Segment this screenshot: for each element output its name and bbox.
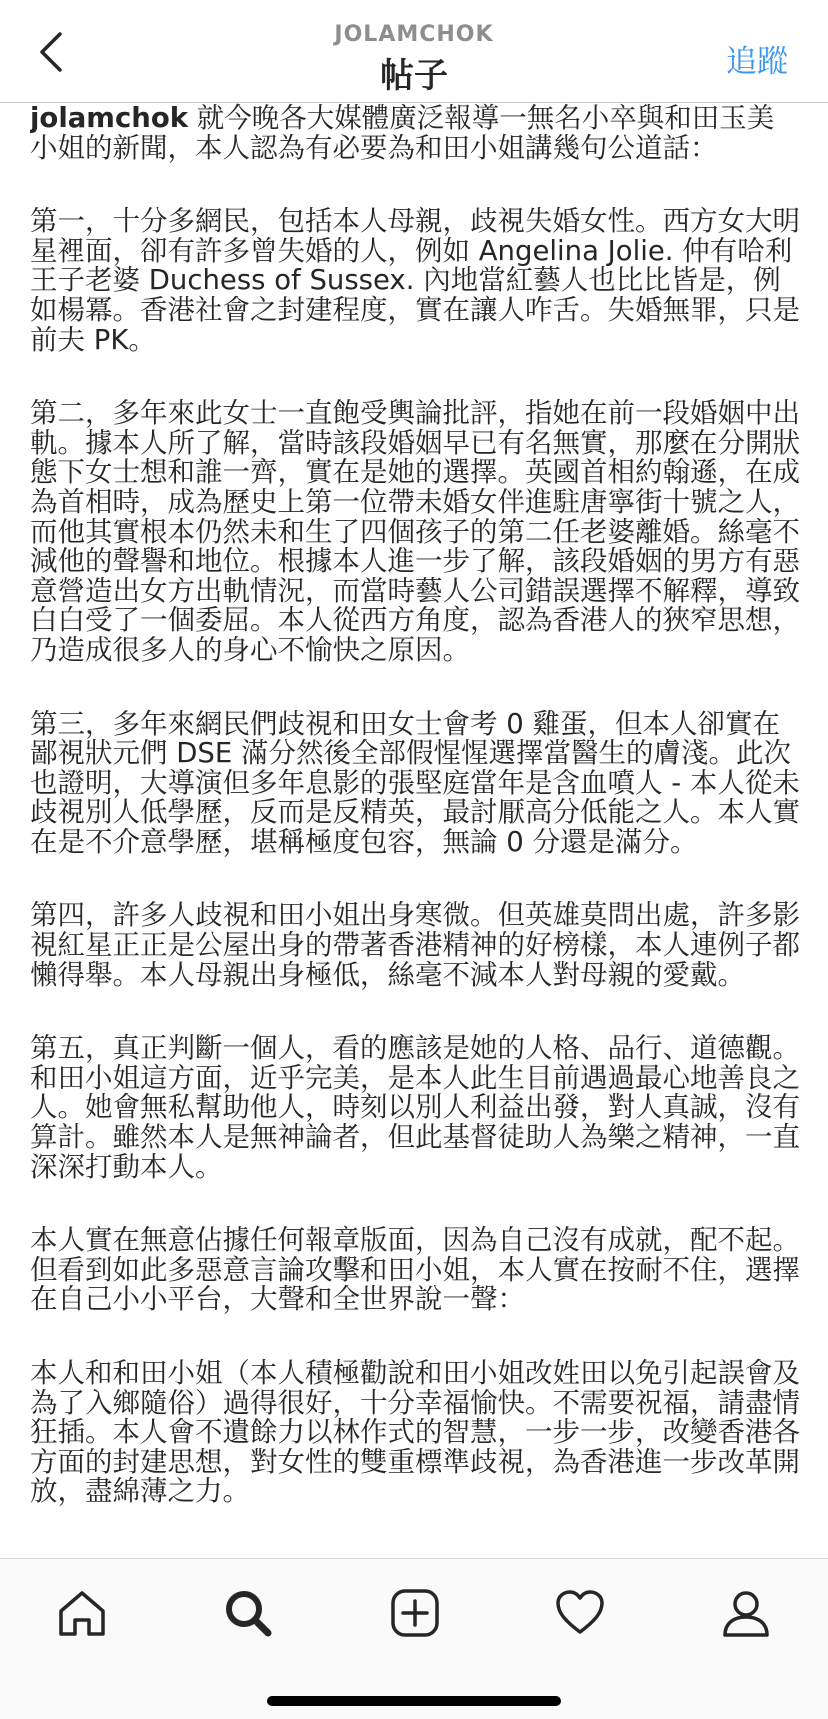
page-title: 帖子 — [380, 56, 448, 96]
home-icon — [56, 1587, 108, 1639]
header-username: JOLAMCHOK — [334, 22, 494, 47]
search-icon — [222, 1587, 274, 1639]
caption-intro — [30, 104, 800, 163]
follow-button[interactable]: 追蹤 — [726, 44, 788, 80]
plus-square-icon — [389, 1587, 441, 1639]
nav-header — [0, 0, 828, 103]
tab-new-post[interactable] — [380, 1583, 450, 1643]
caption-paragraph: 第三，多年來網民們歧視和田女士會考 0 雞蛋，但本人卻實在鄙視狀元們 DSE 滿分然後全部假惺惺選擇當醫生的膚淺。此次也證明，大導演但多年息影的張堅庭當年是含血噴人 - 本人從未歧視別人低學歷，反而是反精英，最討厭高分低能之人。本人實在是不介意學歷，堪稱極度包容，無論 0 分還是滿分。 — [30, 707, 800, 858]
home-indicator — [267, 1696, 561, 1706]
tab-search[interactable] — [213, 1583, 283, 1643]
tab-profile[interactable] — [711, 1583, 781, 1643]
caption-paragraph: 第一，十分多網民，包括本人母親，歧視失婚女性。西方女大明星裡面，卻有許多曾失婚的人，例如 Angelina Jolie. 仲有哈利王子老婆 Duchess of Sussex. 內地當紅藝人也比比皆是，例如楊冪。香港社會之封建程度，實在讓人咋舌。失婚無罪，只是前夫 PK。 — [30, 205, 800, 356]
tab-bar — [0, 1558, 828, 1719]
caption-username[interactable]: jolamchok — [30, 102, 189, 134]
caption-intro-text: 就今晚各大媒體廣泛報導一無名小卒與和田玉美小姐的新聞，本人認為有必要為和田小姐講幾句公道話： — [30, 102, 775, 164]
caption-paragraph: 第四，許多人歧視和田小姐出身寒微。但英雄莫問出處，許多影視紅星正正是公屋出身的帶著香港精神的好榜樣，本人連例子都懶得舉。本人母親出身極低，絲毫不減本人對母親的愛戴。 — [30, 899, 800, 991]
tab-home[interactable] — [47, 1583, 117, 1643]
caption-paragraph: 本人和和田小姐（本人積極勸說和田小姐改姓田以免引起誤會及為了入鄉隨俗）過得很好，十分幸福愉快。不需要祝福，請盡情狂插。本人會不遺餘力以林作式的智慧，一步一步，改變香港各方面的封建思想，對女性的雙重標準歧視，為香港進一步改革開放，盡綿薄之力。 — [30, 1357, 800, 1508]
caption-paragraph: 第二，多年來此女士一直飽受輿論批評，指她在前一段婚姻中出軌。據本人所了解，當時該段婚姻早已有名無實，那麼在分開狀態下女士想和誰一齊，實在是她的選擇。英國首相約翰遜，在成為首相時，成為歷史上第一位帶未婚女伴進駐唐寧街十號之人，而他其實根本仍然未和生了四個孩子的第二任老婆離婚。絲毫不減他的聲譽和地位。根據本人進一步了解，該段婚姻的男方有惡意營造出女方出軌情況，而當時藝人公司錯誤選擇不解釋，導致白白受了一個委屈。本人從西方角度，認為香港人的狹窄思想，乃造成很多人的身心不愉快之原因。 — [30, 397, 800, 666]
heart-icon — [554, 1587, 606, 1639]
caption-paragraph: 第五，真正判斷一個人，看的應該是她的人格、品行、道德觀。和田小姐這方面，近乎完美，是本人此生目前遇過最心地善良之人。她會無私幫助他人，時刻以別人利益出發，對人真誠，沒有算計。雖然本人是無神論者，但此基督徒助人為樂之精神，一直深深打動本人。 — [30, 1032, 800, 1183]
post-caption — [30, 102, 800, 1556]
caption-paragraph: 本人實在無意佔據任何報章版面，因為自己沒有成就，配不起。但看到如此多惡意言論攻擊和田小姐，本人實在按耐不住，選擇在自己小小平台，大聲和全世界說一聲： — [30, 1224, 800, 1316]
tab-activity[interactable] — [545, 1583, 615, 1643]
profile-icon — [720, 1587, 772, 1639]
